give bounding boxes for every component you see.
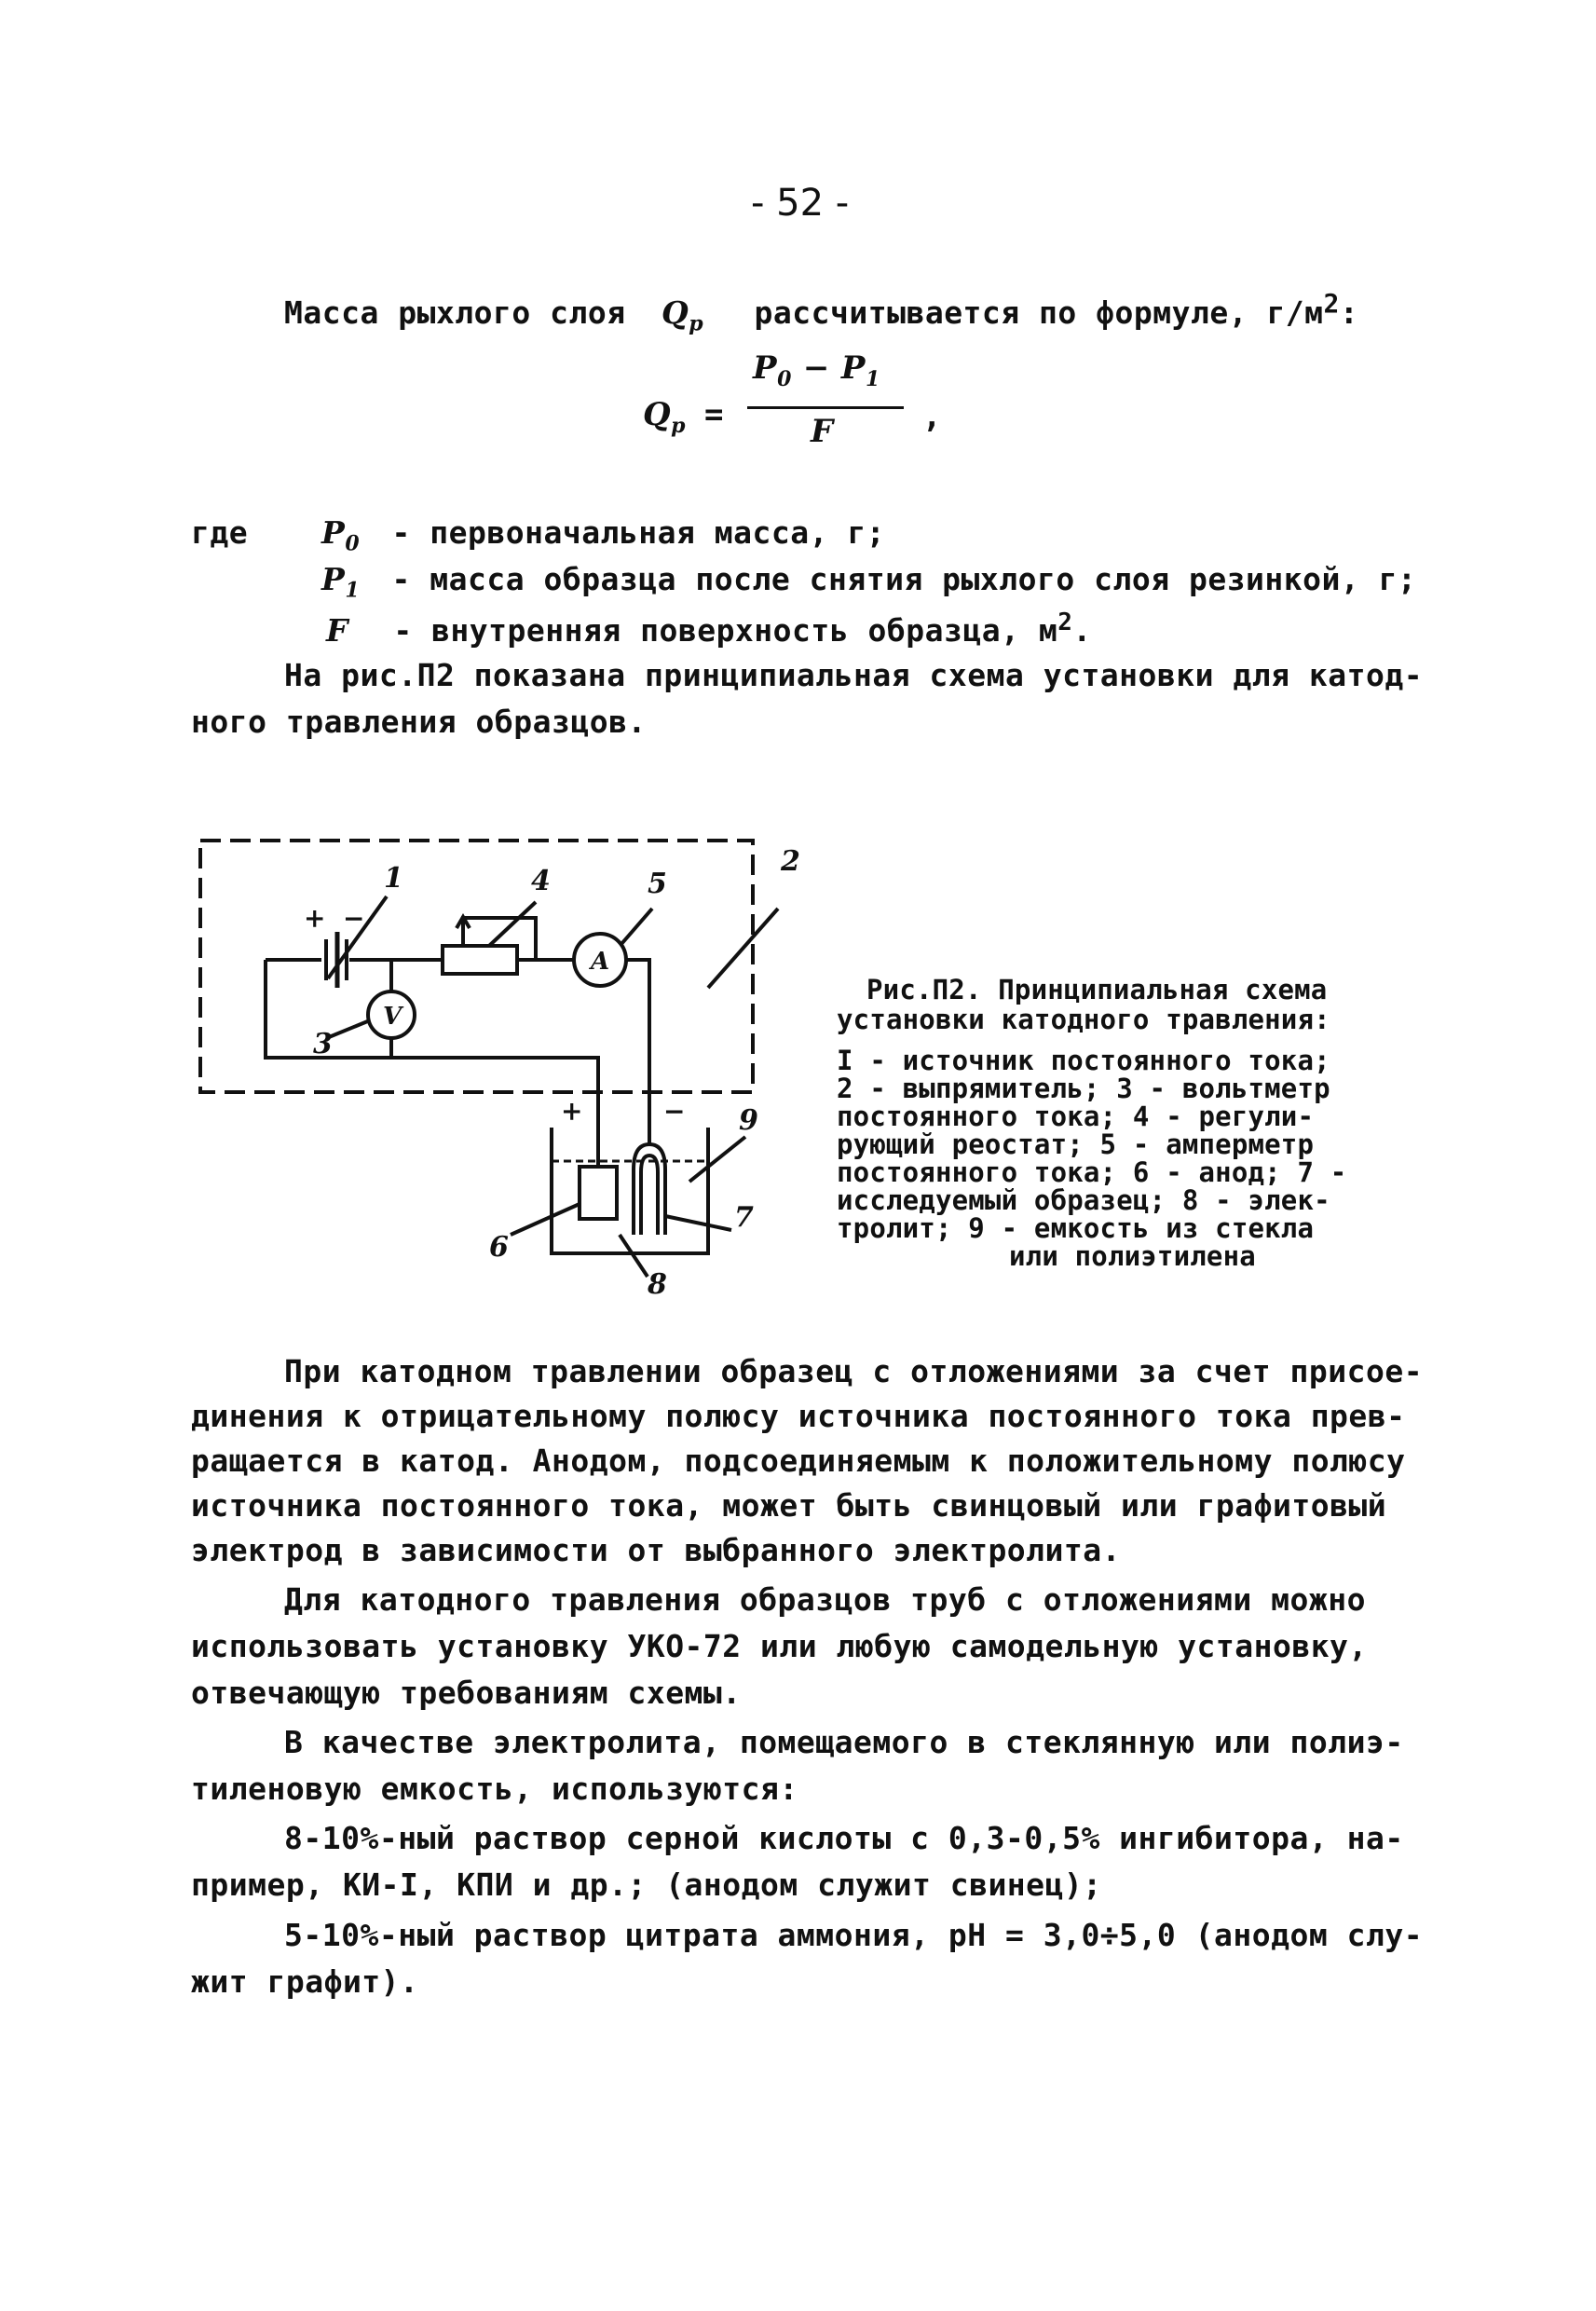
leader-line bbox=[689, 1137, 745, 1182]
intro-symbol: $Q_р$ bbox=[662, 294, 704, 336]
paragraph-line: использовать установку УКО-72 или любую самодельную установку, bbox=[191, 1628, 1368, 1664]
minus-sign: − bbox=[343, 903, 365, 934]
definition-symbol: $P_1$ bbox=[321, 561, 361, 603]
circuit-wire bbox=[627, 960, 649, 1126]
caption-line: рующий реостат; 5 - амперметр bbox=[837, 1128, 1315, 1160]
anode-electrode bbox=[580, 1167, 617, 1219]
label-3: 3 bbox=[313, 1028, 333, 1060]
label-2: 2 bbox=[781, 845, 800, 878]
paragraph-line: тиленовую емкость, используются: bbox=[191, 1771, 798, 1807]
plus-sign: + bbox=[304, 903, 326, 934]
caption-line: постоянного тока; 4 - регули- bbox=[837, 1101, 1315, 1132]
paragraph-line: В качестве электролита, помещаемого в стеклянную или полиэ- bbox=[284, 1724, 1404, 1760]
definition-sup: 2 bbox=[1057, 609, 1073, 636]
definition-symbol: F bbox=[326, 612, 348, 649]
formula-lhs: $Q_р$ bbox=[643, 396, 687, 438]
label-6: 6 bbox=[489, 1231, 509, 1264]
leader-line bbox=[621, 909, 652, 944]
caption-line: тролит; 9 - емкость из стекла bbox=[837, 1212, 1315, 1244]
bath-vessel bbox=[552, 1128, 708, 1253]
caption-line: установки катодного травления: bbox=[837, 1004, 1330, 1035]
definition-text: - масса образца после снятия рыхлого слоя резинкой, г; bbox=[391, 561, 1417, 597]
bath-minus-sign: − bbox=[663, 1096, 686, 1127]
paragraph-line: электрод в зависимости от выбранного электролита. bbox=[191, 1532, 1122, 1568]
formula-numerator: $P_0 - P_1$ bbox=[753, 349, 880, 391]
leader-line bbox=[329, 1020, 370, 1037]
leader-line bbox=[489, 902, 536, 946]
paragraph-line: динения к отрицательному полюсу источника постоянного тока прев- bbox=[191, 1398, 1406, 1434]
paragraph-line: 5-10%-ный раствор цитрата аммония, pH = 3,0÷5,0 (анодом слу- bbox=[284, 1917, 1424, 1953]
formula-denominator: F bbox=[811, 413, 834, 450]
leader-line bbox=[665, 1216, 731, 1230]
intro-sup: 2 bbox=[1323, 288, 1340, 319]
paragraph-line: Для катодного травления образцов труб с отложениями можно bbox=[284, 1581, 1366, 1618]
caption-line: или полиэтилена bbox=[1009, 1240, 1256, 1272]
ammeter-label: A bbox=[591, 948, 610, 976]
intro-text: Масса рыхлого слоя bbox=[284, 294, 626, 331]
caption-line: I - источник постоянного тока; bbox=[837, 1045, 1330, 1076]
sample-outer bbox=[634, 1144, 665, 1235]
caption-line: Рис.П2. Принципиальная схема bbox=[866, 974, 1328, 1005]
paragraph-line: ращается в катод. Анодом, подсоединяемым к положительному полюсу bbox=[191, 1443, 1406, 1479]
leader-line bbox=[511, 1204, 580, 1235]
definition-end: . bbox=[1072, 612, 1092, 649]
formula-trailing: , bbox=[922, 398, 942, 435]
label-8: 8 bbox=[648, 1268, 667, 1301]
paragraph-line: На рис.П2 показана принципиальная схема установки для катод- bbox=[284, 657, 1424, 693]
label-5: 5 bbox=[648, 868, 667, 900]
paragraph-line: При катодном травлении образец с отложениями за счет присое- bbox=[284, 1353, 1424, 1389]
definition-text: - первоначальная масса, г; bbox=[391, 514, 886, 551]
caption-line: исследуемый образец; 8 - элек- bbox=[837, 1184, 1330, 1216]
leader-line bbox=[620, 1235, 648, 1277]
formula-eq: = bbox=[704, 396, 724, 433]
paragraph-line: жит графит). bbox=[191, 1963, 419, 2000]
label-9: 9 bbox=[739, 1104, 758, 1137]
label-1: 1 bbox=[384, 862, 403, 895]
label-7: 7 bbox=[734, 1201, 754, 1234]
intro-colon: : bbox=[1339, 294, 1359, 331]
paragraph-line: ного травления образцов. bbox=[191, 704, 647, 740]
label-4: 4 bbox=[531, 865, 551, 897]
paragraph-line: источника постоянного тока, может быть свинцовый или графитовый bbox=[191, 1487, 1387, 1524]
caption-line: 2 - выпрямитель; 3 - вольтметр bbox=[837, 1073, 1330, 1104]
definition-text: - внутренняя поверхность образца, м bbox=[393, 612, 1058, 649]
paragraph-line: отвечающую требованиям схемы. bbox=[191, 1675, 742, 1711]
intro-text-2: рассчитывается по формуле, г/м bbox=[754, 294, 1324, 331]
leader-line bbox=[708, 909, 778, 988]
where-label: где bbox=[191, 514, 249, 551]
bath-plus-sign: + bbox=[561, 1096, 583, 1127]
rectifier-block bbox=[200, 841, 753, 1092]
page-number: - 52 - bbox=[751, 182, 850, 225]
sample-inner bbox=[641, 1156, 658, 1235]
paragraph-line: 8-10%-ный раствор серной кислоты с 0,3-0,5% ингибитора, на- bbox=[284, 1820, 1404, 1856]
paragraph-line: пример, КИ-I, КПИ и др.; (анодом служит свинец); bbox=[191, 1867, 1102, 1903]
voltmeter-label: V bbox=[383, 1003, 402, 1031]
caption-line: постоянного тока; 6 - анод; 7 - bbox=[837, 1156, 1347, 1188]
definition-symbol: $P_0$ bbox=[321, 514, 361, 556]
rheostat-slider bbox=[463, 918, 536, 960]
rheostat-body bbox=[443, 946, 517, 974]
